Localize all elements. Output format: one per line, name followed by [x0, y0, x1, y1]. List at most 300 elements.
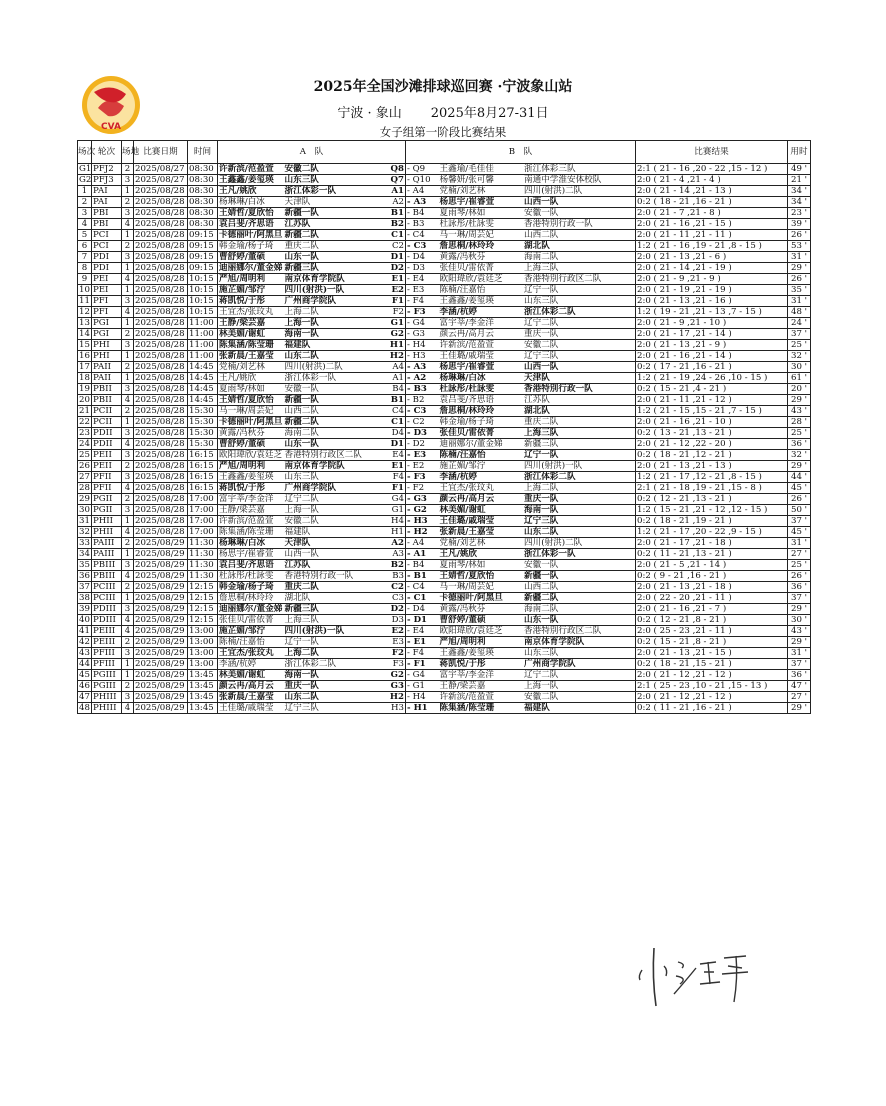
team-a-name: 香港特別行政区二队: [284, 450, 362, 460]
team-b-cell: [406, 692, 636, 703]
duration: 26 ': [788, 230, 811, 241]
result: 2:0 ( 21 - 9 ,21 - 10 ): [636, 318, 788, 329]
team-a-code: D2: [390, 604, 404, 614]
team-a-players: 王婧哲/夏欣怡: [219, 395, 274, 405]
round: PDI: [92, 252, 122, 263]
round: PBI: [92, 219, 122, 230]
date: 2025/08/28: [134, 362, 188, 373]
duration: 53 ': [788, 241, 811, 252]
team-b-code: - B3: [407, 384, 427, 394]
team-b-players: 马一琳/周芸妃: [439, 582, 494, 592]
round: PDIII: [92, 604, 122, 615]
team-b-code: - F1: [407, 659, 426, 669]
team-b-players: 李涵/杭婷: [439, 307, 478, 317]
team-a-name: 湖北队: [284, 593, 311, 603]
team-b-players: 王鑫瑜/毛佳佳: [439, 164, 494, 174]
date: 2025/08/29: [134, 615, 188, 626]
team-b-name: 四川(射洪)二队: [524, 538, 583, 548]
team-b-name: 海南一队: [524, 505, 559, 515]
team-a-name: 新疆一队: [284, 395, 319, 405]
time: 13:45: [188, 681, 218, 692]
round: PFII: [92, 472, 122, 483]
team-a-players: 黄露/冯秋芬: [219, 428, 265, 438]
team-b-players: 张新晨/王嘉莹: [439, 527, 495, 537]
team-b-cell: [406, 208, 636, 219]
time: 16:15: [188, 461, 218, 472]
duration: 50 ': [788, 505, 811, 516]
team-b-code: - B4: [407, 208, 425, 218]
result: 0:2 ( 13 - 21 ,13 - 21 ): [636, 428, 788, 439]
court: 4: [122, 615, 134, 626]
team-b-code: - E4: [407, 274, 425, 284]
team-a-name: 山东一队: [284, 252, 319, 262]
results-table: [77, 140, 811, 714]
team-a-name: 上海二队: [284, 648, 319, 658]
team-a-players: 张新晨/王嘉莹: [219, 351, 274, 361]
date: 2025/08/28: [134, 208, 188, 219]
result: 2:0 ( 21 - 7 ,21 - 8 ): [636, 208, 788, 219]
team-b-name: 浙江体彩一队: [524, 549, 576, 559]
team-a-name: 重庆二队: [284, 241, 319, 251]
team-a-cell: [218, 340, 406, 351]
team-b-code: - A4: [407, 538, 425, 548]
duration: 28 ': [788, 417, 811, 428]
match-no: 34: [79, 549, 90, 559]
team-b-players: 迪丽娜尔/董金娣: [439, 439, 503, 449]
team-b-cell: [406, 164, 636, 175]
team-b-name: 香港特別行政区二队: [524, 626, 602, 636]
result: 2:0 ( 21 - 12 ,21 - 12 ): [636, 670, 788, 681]
round: PBI: [92, 208, 122, 219]
result: 2:0 ( 22 - 20 ,21 - 11 ): [636, 593, 788, 604]
team-b-name: 湖北队: [524, 241, 550, 251]
result: 0:2 ( 12 - 21 ,13 - 21 ): [636, 494, 788, 505]
location: 宁波 · 象山: [337, 106, 402, 121]
match-no: 19: [79, 384, 90, 394]
team-b-code: - H4: [407, 340, 426, 350]
table-row: [78, 659, 811, 670]
round: PDII: [92, 428, 122, 439]
team-b-cell: [406, 461, 636, 472]
round: PEIII: [92, 637, 122, 648]
team-a-code: C1: [391, 230, 404, 240]
time: 13:00: [188, 648, 218, 659]
team-b-name: 山西一队: [524, 197, 559, 207]
date: 2025/08/29: [134, 582, 188, 593]
col-result: 比赛结果: [636, 141, 788, 164]
team-a-name: 新疆二队: [284, 230, 319, 240]
team-a-cell: [218, 483, 406, 494]
round: PCI: [92, 230, 122, 241]
team-a-players: 袁吕斐/齐思语: [219, 219, 274, 229]
team-a-name: 山西二队: [284, 406, 319, 416]
team-a-code: F2: [391, 648, 404, 658]
table-row: [78, 450, 811, 461]
time: 17:00: [188, 494, 218, 505]
team-a-name: 浙江体彩二队: [284, 659, 337, 669]
time: 10:15: [188, 285, 218, 296]
team-b-cell: [406, 241, 636, 252]
team-b-players: 马一琳/周芸妃: [439, 230, 494, 240]
team-b-players: 颜云冉/高月云: [439, 329, 494, 339]
team-b-code: - E3: [407, 450, 427, 460]
date: 2025/08/28: [134, 340, 188, 351]
team-b-players: 欧阳瑋欣/袁廷芝: [439, 626, 503, 636]
time: 08:30: [188, 219, 218, 230]
team-b-players: 张佳贝/雷依菁: [439, 428, 495, 438]
team-b-players: 黄露/冯秋芬: [439, 252, 486, 262]
table-row: [78, 164, 811, 175]
time: 11:00: [188, 340, 218, 351]
team-a-cell: [218, 417, 406, 428]
team-b-players: 陈集涵/陈莹珊: [439, 703, 495, 713]
table-row: [78, 681, 811, 692]
time: 08:30: [188, 164, 218, 175]
team-b-code: - C3: [407, 241, 427, 251]
time: 17:00: [188, 505, 218, 516]
result: 1:2 ( 19 - 21 ,21 - 13 ,7 - 15 ): [636, 307, 788, 318]
duration: 34 ': [788, 186, 811, 197]
date: 2025/08/27: [134, 175, 188, 186]
team-a-code: C2: [391, 241, 404, 251]
team-a-players: 蒋凯悦/于彤: [219, 483, 266, 493]
duration: 26 ': [788, 274, 811, 285]
result: 1:2 ( 15 - 21 ,21 - 12 ,12 - 15 ): [636, 505, 788, 516]
court: 2: [122, 164, 134, 175]
time: 12:15: [188, 593, 218, 604]
date: 2025/08/28: [134, 483, 188, 494]
court: 2: [122, 494, 134, 505]
court: 1: [122, 516, 134, 527]
duration: 20 ': [788, 384, 811, 395]
duration: 45 ': [788, 483, 811, 494]
team-b-code: - B4: [407, 560, 425, 570]
round: PGIII: [92, 681, 122, 692]
team-a-code: B2: [390, 560, 404, 570]
court: 2: [122, 681, 134, 692]
table-row: [78, 395, 811, 406]
round: PFIII: [92, 659, 122, 670]
round: PCI: [92, 241, 122, 252]
team-a-players: 韩金瑜/杨子琦: [219, 241, 274, 251]
duration: 29 ': [788, 263, 811, 274]
team-a-code: A1: [392, 373, 404, 383]
time: 12:15: [188, 582, 218, 593]
team-b-code: - G3: [407, 329, 425, 339]
duration: 36 ': [788, 582, 811, 593]
team-b-players: 詹思桐/林玲玲: [439, 241, 495, 251]
match-no: 23: [79, 428, 90, 438]
duration: 37 ': [788, 593, 811, 604]
duration: 30 ': [788, 362, 811, 373]
team-b-cell: [406, 285, 636, 296]
team-a-name: 福建队: [284, 527, 311, 537]
court: 1: [122, 417, 134, 428]
team-a-cell: [218, 516, 406, 527]
team-b-cell: [406, 307, 636, 318]
team-b-code: - B2: [407, 395, 425, 405]
result: 0:2 ( 15 - 21 ,8 - 21 ): [636, 637, 788, 648]
date: 2025/08/28: [134, 505, 188, 516]
team-a-name: 天津队: [284, 538, 311, 548]
team-b-code: - H3: [407, 516, 428, 526]
team-a-cell: [218, 406, 406, 417]
team-a-name: 山东一队: [284, 439, 319, 449]
date: 2025/08/28: [134, 186, 188, 197]
match-no: 43: [79, 648, 90, 658]
team-a-code: E2: [391, 285, 404, 295]
date: 2025/08/29: [134, 637, 188, 648]
team-b-name: 山东二队: [524, 527, 559, 537]
table-row: [78, 472, 811, 483]
date: 2025/08/27: [134, 164, 188, 175]
team-a-players: 王静/梁芸嘉: [219, 505, 265, 515]
table-row: [78, 351, 811, 362]
dates: 2025年8月27-31日: [430, 106, 549, 121]
team-b-name: 浙江体彩二队: [524, 307, 576, 317]
date: 2025/08/28: [134, 472, 188, 483]
team-a-players: 杨思宇/崔睿萱: [219, 549, 274, 559]
team-a-players: 林美媚/谢虹: [219, 670, 266, 680]
team-b-players: 王静/梁芸嘉: [439, 681, 486, 691]
team-a-players: 迪丽娜尔/董金娣: [219, 263, 283, 273]
team-b-cell: [406, 384, 636, 395]
team-a-code: D3: [391, 615, 404, 625]
team-a-code: D1: [390, 439, 404, 449]
team-b-code: - E3: [407, 285, 425, 295]
team-a-cell: [218, 626, 406, 637]
match-no: 3: [78, 208, 92, 219]
team-a-players: 张新晨/王嘉莹: [219, 692, 274, 702]
match-no: 18: [79, 373, 90, 383]
match-no: 46: [79, 681, 90, 691]
result: 2:0 ( 21 - 5 ,21 - 14 ): [636, 560, 788, 571]
duration: 39 ': [788, 219, 811, 230]
round: PDII: [92, 439, 122, 450]
team-a-code: G4: [391, 494, 404, 504]
team-a-code: H2: [389, 351, 404, 361]
team-b-name: 上海三队: [524, 428, 559, 438]
time: 14:45: [188, 395, 218, 406]
duration: 47 ': [788, 681, 811, 692]
date: 2025/08/28: [134, 516, 188, 527]
table-row: [78, 549, 811, 560]
match-no: 30: [79, 505, 90, 515]
result: 1:2 ( 21 - 17 ,20 - 22 ,9 - 15 ): [636, 527, 788, 538]
court: 1: [122, 186, 134, 197]
match-no: 47: [79, 692, 90, 702]
team-b-code: - G2: [407, 505, 427, 515]
team-b-cell: [406, 527, 636, 538]
match-no: 40: [79, 615, 90, 625]
team-b-name: 香港特別行政一队: [524, 219, 593, 229]
time: 13:00: [188, 659, 218, 670]
round: PCIII: [92, 582, 122, 593]
court: 1: [122, 670, 134, 681]
court: 4: [122, 307, 134, 318]
time: 09:15: [188, 252, 218, 263]
time: 09:15: [188, 263, 218, 274]
court: 3: [122, 472, 134, 483]
match-no: 1: [78, 186, 92, 197]
duration: 25 ': [788, 428, 811, 439]
result: 2:0 ( 21 - 14 ,21 - 19 ): [636, 263, 788, 274]
table-row: [78, 307, 811, 318]
court: 1: [122, 549, 134, 560]
team-a-name: 山东二队: [284, 692, 319, 702]
table-row: [78, 560, 811, 571]
team-a-players: 富宇莘/李金洋: [219, 494, 274, 504]
team-b-name: 山东一队: [524, 615, 559, 625]
team-a-code: A3: [392, 549, 404, 559]
team-a-players: 曹舒婷/董硕: [219, 439, 266, 449]
team-b-players: 杜詠彤/杜詠雯: [439, 219, 494, 229]
time: 08:30: [188, 175, 218, 186]
team-b-players: 党楠/刘艺林: [439, 538, 486, 548]
result: 2:0 ( 21 - 4 ,21 - 4 ): [636, 175, 788, 186]
team-a-name: 辽宁一队: [284, 637, 319, 647]
team-b-players: 李涵/杭婷: [439, 472, 478, 482]
table-row: [78, 593, 811, 604]
result: 0:2 ( 18 - 21 ,12 - 21 ): [636, 450, 788, 461]
team-a-code: B3: [392, 571, 404, 581]
duration: 31 ': [788, 538, 811, 549]
team-b-code: - D1: [407, 615, 427, 625]
duration: 43 ': [788, 406, 811, 417]
col-team-a: A 队: [218, 141, 406, 164]
round: PEII: [92, 461, 122, 472]
team-b-players: 王佳璐/戚瑞莹: [439, 351, 494, 361]
match-no: 48: [79, 703, 90, 713]
team-a-cell: [218, 549, 406, 560]
table-row: [78, 285, 811, 296]
court: 3: [122, 296, 134, 307]
match-no: 35: [79, 560, 90, 570]
team-a-cell: [218, 637, 406, 648]
duration: 24 ': [788, 318, 811, 329]
team-a-cell: [218, 681, 406, 692]
team-b-code: - B3: [407, 219, 425, 229]
team-a-players: 袁吕斐/齐思语: [219, 560, 274, 570]
duration: 37 ': [788, 329, 811, 340]
match-no: 21: [79, 406, 90, 416]
team-a-players: 王凡/姚欣: [219, 186, 257, 196]
team-b-code: - Q10: [407, 175, 431, 185]
handwritten-signature: [596, 918, 776, 1048]
team-a-players: 蒋凯悦/于彤: [219, 296, 266, 306]
team-a-players: 施芷媚/邹泞: [219, 626, 266, 636]
duration: 29 ': [788, 703, 811, 714]
team-b-cell: [406, 505, 636, 516]
team-b-name: 上海二队: [524, 483, 559, 493]
time: 14:45: [188, 384, 218, 395]
team-a-name: 南京体育学院队: [284, 274, 345, 284]
date: 2025/08/29: [134, 659, 188, 670]
duration: 25 ': [788, 340, 811, 351]
duration: 32 ': [788, 450, 811, 461]
team-b-cell: [406, 626, 636, 637]
date: 2025/08/28: [134, 373, 188, 384]
team-a-cell: [218, 351, 406, 362]
team-b-players: 严旭/周明利: [439, 637, 486, 647]
team-b-name: 湖北队: [524, 406, 550, 416]
match-no: 8: [78, 263, 92, 274]
table-row: [78, 626, 811, 637]
date: 2025/08/29: [134, 648, 188, 659]
round: PBII: [92, 384, 122, 395]
round: PAIII: [92, 538, 122, 549]
date: 2025/08/28: [134, 494, 188, 505]
team-a-name: 安徽二队: [284, 516, 319, 526]
team-a-players: 李涵/杭婷: [219, 659, 257, 669]
team-a-cell: [218, 329, 406, 340]
time: 11:30: [188, 560, 218, 571]
team-b-code: - D4: [407, 252, 425, 262]
team-a-name: 安徽一队: [284, 384, 319, 394]
time: 14:45: [188, 362, 218, 373]
team-a-name: 四川(射洪)一队: [284, 285, 345, 295]
court: 4: [122, 626, 134, 637]
col-round: 轮次: [92, 141, 122, 164]
date: 2025/08/29: [134, 670, 188, 681]
court: 3: [122, 505, 134, 516]
team-a-cell: [218, 472, 406, 483]
team-a-name: 上海三队: [284, 615, 319, 625]
duration: 29 ': [788, 604, 811, 615]
time: 10:15: [188, 274, 218, 285]
match-no: 16: [79, 351, 90, 361]
time: 14:45: [188, 373, 218, 384]
team-a-cell: [218, 505, 406, 516]
team-b-cell: [406, 175, 636, 186]
round: PAIII: [92, 549, 122, 560]
round: PHII: [92, 516, 122, 527]
table-row: [78, 373, 811, 384]
team-b-players: 富宇莘/李金洋: [439, 670, 494, 680]
team-a-code: F1: [391, 296, 404, 306]
table-row: [78, 340, 811, 351]
team-a-cell: [218, 318, 406, 329]
team-b-cell: [406, 615, 636, 626]
team-b-players: 袁吕斐/齐思语: [439, 395, 494, 405]
match-no: 14: [79, 329, 90, 339]
time: 11:30: [188, 571, 218, 582]
team-a-cell: [218, 571, 406, 582]
duration: 27 ': [788, 549, 811, 560]
duration: 32 ': [788, 351, 811, 362]
team-a-name: 辽宁三队: [284, 703, 319, 713]
court: 1: [122, 263, 134, 274]
match-no: 28: [79, 483, 90, 493]
team-b-players: 张佳贝/雷依菁: [439, 263, 494, 273]
team-a-name: 上海二队: [284, 307, 319, 317]
team-a-players: 严旭/周明利: [219, 274, 266, 284]
duration: 26 ': [788, 494, 811, 505]
team-a-cell: [218, 263, 406, 274]
team-b-code: - G4: [407, 318, 425, 328]
table-row: [78, 461, 811, 472]
date: 2025/08/28: [134, 219, 188, 230]
court: 1: [122, 659, 134, 670]
team-b-cell: [406, 670, 636, 681]
duration: 29 ': [788, 395, 811, 406]
team-b-cell: [406, 494, 636, 505]
table-row: [78, 263, 811, 274]
time: 08:30: [188, 186, 218, 197]
team-a-code: H1: [391, 527, 404, 537]
match-no: 12: [79, 307, 90, 317]
team-b-cell: [406, 593, 636, 604]
